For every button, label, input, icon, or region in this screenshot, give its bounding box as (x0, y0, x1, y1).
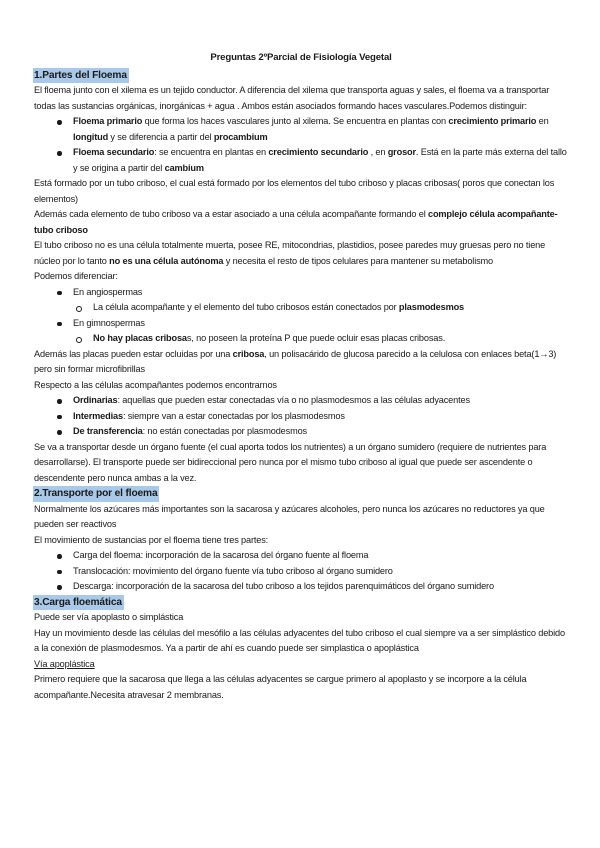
paragraph: Podemos diferenciar: (34, 271, 118, 281)
list-item: Ordinarias: aquellas que pueden estar conectadas vía o no plasmodesmos a las células adyacentes (34, 393, 568, 409)
paragraph: Está formado por un tubo criboso, el cual está formado por los elementos del tubo criboso y placas cribosas( poros que conectan los elementos) (34, 178, 555, 204)
section-3-heading: 3.Carga floemática (33, 595, 124, 611)
list-item: De transferencia: no están conectadas por plasmodesmos (34, 424, 568, 440)
list-item: Floema secundario: se encuentra en plantas en crecimiento secundario , en grosor. Está en la parte más externa del tallo y se origina a partir del cambium (34, 145, 568, 176)
bullet-list (34, 285, 568, 301)
paragraph: Además cada elemento de tubo criboso va a estar asociado a una célula acompañante formando el complejo célula acompañante-tubo criboso (34, 209, 558, 235)
list-item: Floema primario que forma los haces vasculares junto al xilema. Se encuentra en plantas con crecimiento primario en longitud y se diferencia a partir del procambium (34, 114, 568, 145)
document-page (34, 50, 568, 703)
list-item: Intermedias: siempre van a estar conectadas por los plasmodesmos (34, 409, 568, 425)
bullet-list (34, 548, 568, 595)
paragraph: Además las placas pueden estar ocluidas por una cribosa, un polisacárido de glucosa parecido a la celulosa con enlaces beta(1→3) pero sin formar microfibrillas (34, 348, 557, 374)
paragraph: Hay un movimiento desde las células del mesófilo a las células adyacentes del tubo criboso el cual siempre va a ser simplástico debido a la conexión de plasmodesmos. Ya a partir de ahí es cuando puede ser simplastica o apoplástica (34, 627, 565, 653)
bullet-list (34, 393, 568, 440)
document-title: Preguntas 2ºParcial de Fisiología Vegetal (210, 52, 392, 63)
paragraph: Puede ser vía apoplasto o simplástica (34, 612, 184, 622)
subheading: Vía apoplástica (34, 658, 95, 669)
section-2-heading: 2.Transporte por el floema (33, 486, 159, 502)
list-item: Descarga: incorporación de la sacarosa del tubo criboso a los tejidos parenquimáticos del órgano sumidero (34, 579, 568, 595)
paragraph: Primero requiere que la sacarosa que llega a las células adyacentes se cargue primero al apoplasto y se incorpore a la célula acompañante.Necesita atravesar 2 membranas. (34, 674, 527, 700)
bullet-list (34, 316, 568, 332)
list-item: En angiospermas (34, 285, 568, 301)
sub-bullet-list (34, 331, 568, 347)
list-item: Carga del floema: incorporación de la sacarosa del órgano fuente al floema (34, 548, 568, 564)
paragraph: Respecto a las células acompañantes podemos encontrarnos (34, 379, 277, 390)
paragraph: El movimiento de sustancias por el floema tiene tres partes: (34, 534, 269, 545)
list-item: No hay placas cribosas, no poseen la proteína P que puede ocluir esas placas cribosas. (34, 331, 568, 347)
paragraph: El floema junto con el xilema es un tejido conductor. A diferencia del xilema que transporta aguas y sales, el floema va a transportar todas las sustancias orgánicas, inorgánicas + agua . Ambos están asociados formando haces vasculares.Podemos distinguir: (34, 85, 550, 111)
paragraph: Se va a transportar desde un órgano fuente (el cual aporta todos los nutrientes) a un órgano sumidero (requiere de nutrientes para desarrollarse). El transporte puede ser bidireccional pero nunca por el mismo tubo criboso al igual que puede ser ascendente o descendente pero nunca ambas a la vez. (34, 441, 547, 483)
list-item: En gimnospermas (34, 316, 568, 332)
paragraph: Normalmente los azúcares más importantes son la sacarosa y azúcares alcoholes, pero nunca los azúcares no reductores ya que pueden ser reactivos (34, 503, 545, 529)
sub-bullet-list (34, 300, 568, 316)
paragraph: El tubo criboso no es una célula totalmente muerta, posee RE, mitocondrias, plastidios, posee paredes muy gruesas pero no tiene núcleo por lo tanto no es una célula autónoma y necesita el resto de tipos celulares para mantener su metabolismo (34, 240, 546, 266)
bullet-list (34, 114, 568, 176)
list-item: La célula acompañante y el elemento del tubo cribosos están conectados por plasmodesmos (34, 300, 568, 316)
list-item: Translocación: movimiento del órgano fuente vía tubo criboso al órgano sumidero (34, 564, 568, 580)
section-1-heading: 1.Partes del Floema (33, 68, 129, 84)
